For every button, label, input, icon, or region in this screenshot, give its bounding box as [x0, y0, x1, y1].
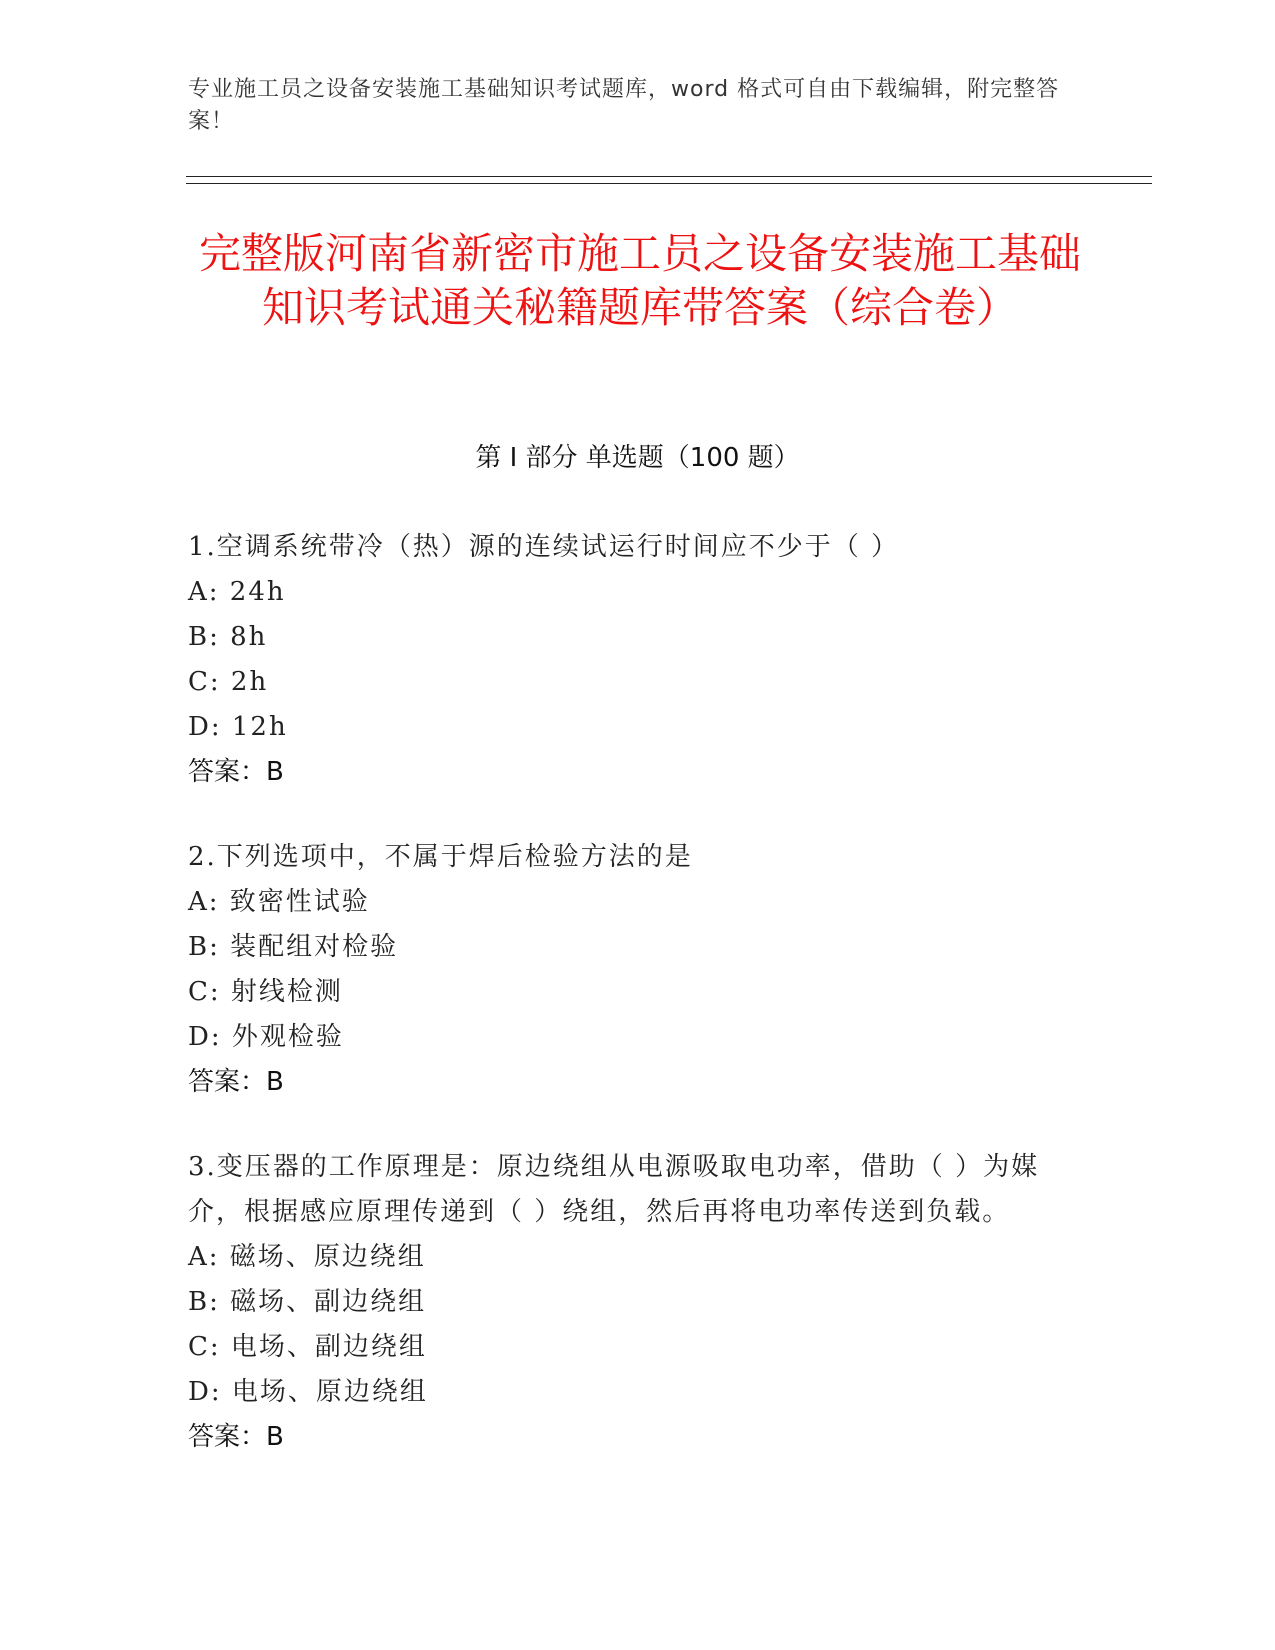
answer-value: B [266, 757, 284, 787]
answer-label: 答案： [188, 1422, 267, 1452]
question-1 [188, 525, 1068, 795]
option-a: A: 磁场、原边绕组 [188, 1242, 426, 1272]
option-d: D: 电场、原边绕组 [188, 1377, 428, 1407]
question-stem: 2.下列选项中，不属于焊后检验方法的是 [188, 842, 693, 872]
header-divider-top [186, 176, 1152, 177]
option-b: B: 8h [188, 622, 268, 652]
option-c: C: 电场、副边绕组 [188, 1332, 427, 1362]
question-3 [188, 1145, 1068, 1460]
option-b: B: 磁场、副边绕组 [188, 1287, 427, 1317]
answer-value: B [266, 1422, 284, 1452]
option-d: D: 12h [188, 712, 288, 742]
option-b: B: 装配组对检验 [188, 932, 399, 962]
header-divider-bottom [186, 183, 1152, 184]
header-note: 专业施工员之设备安装施工基础知识考试题库，word 格式可自由下载编辑，附完整答案！ [188, 77, 1060, 134]
option-a: A: 致密性试验 [188, 887, 370, 917]
document-title: 完整版河南省新密市施工员之设备安装施工基础知识考试通关秘籍题库带答案（综合卷） [198, 229, 1081, 332]
section-title: 第 I 部分 单选题（100 题） [475, 443, 800, 473]
question-2 [188, 835, 1068, 1105]
answer-line [188, 1415, 1068, 1460]
answer-value: B [266, 1067, 284, 1097]
option-c: C: 2h [188, 667, 269, 697]
option-d: D: 外观检验 [188, 1022, 344, 1052]
answer-label: 答案： [188, 757, 267, 787]
answer-line [188, 1060, 1068, 1105]
answer-label: 答案： [188, 1067, 267, 1097]
question-list [188, 525, 1068, 1500]
answer-line [188, 750, 1068, 795]
question-stem: 1.空调系统带冷（热）源的连续试运行时间应不少于（ ） [188, 532, 900, 562]
option-a: A: 24h [188, 577, 286, 607]
question-stem: 3.变压器的工作原理是：原边绕组从电源吸取电功率，借助（ ）为媒介，根据感应原理传递到（ ）绕组，然后再将电功率传送到负载。 [188, 1152, 1040, 1227]
option-c: C: 射线检测 [188, 977, 343, 1007]
